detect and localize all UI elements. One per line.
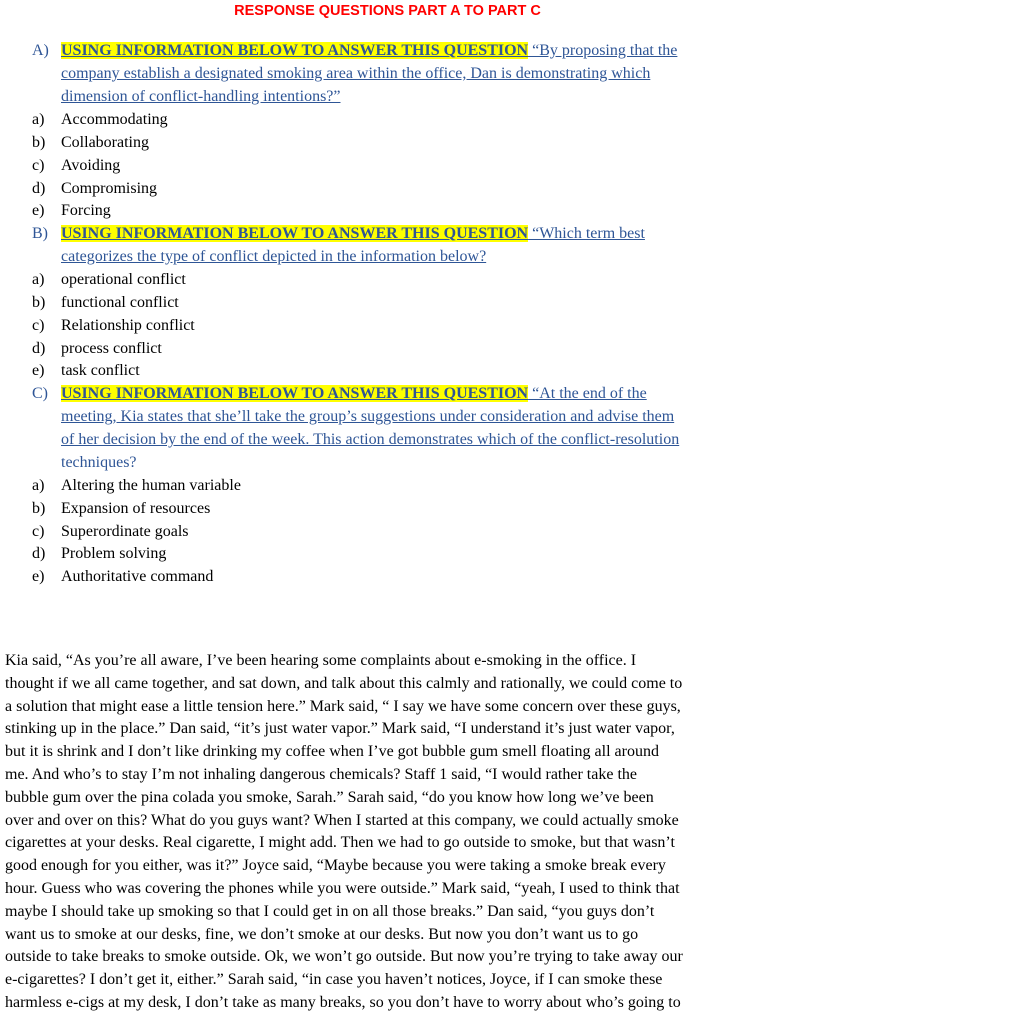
option: c) Avoiding [32,157,121,174]
page-heading: RESPONSE QUESTIONS PART A TO PART C [234,3,541,19]
question-letter: C) [32,385,48,402]
question-line: techniques? [61,454,137,471]
option: c) Relationship conflict [32,317,195,334]
question-letter: A) [32,42,49,59]
passage-line: e-cigarettes? I don’t get it, either.” Sarah said, “in case you haven’t notices, Joyce, if I can smoke these [5,971,663,989]
passage-line: but it is shrink and I don’t like drinking my coffee when I’ve got bubble gum smell floating all around [5,743,659,761]
passage-line: me. And who’s to stay I’m not inhaling dangerous chemicals? Staff 1 said, “I would rather take the [5,765,637,783]
question-line: “At the end of the [528,385,647,402]
passage-line: want us to smoke at our desks, fine, we don’t smoke at our desks. But now you don’t want us to go [5,925,639,943]
option: c) Superordinate goals [32,523,189,540]
passage-line: thought if we all came together, and sat down, and talk about this calmly and rationally, we could come to [5,674,683,692]
question-text [61,222,751,268]
passage-line: hour. Guess who was covering the phones while you were outside.” Mark said, “yeah, I used to think that [5,879,680,897]
passage-line: outside to take breaks to smoke outside. Ok, we won’t go outside. But now you’re trying to take away our [5,948,683,966]
question-highlight: USING INFORMATION BELOW TO ANSWER THIS QUESTION [61,42,529,59]
passage-line: harmless e-cigs at my desk, I don’t take as many breaks, so you don’t have to worry about who’s going to [5,993,681,1011]
option: d) process conflict [32,340,162,357]
question-line: meeting, Kia states that she’ll take the group’s suggestions under consideration and advise them [61,408,675,425]
option: e) Authoritative command [32,568,214,585]
passage-line: Kia said, “As you’re all aware, I’ve been hearing some complaints about e-smoking in the office. I [5,652,637,669]
option: e) task conflict [32,362,140,379]
question-highlight: USING INFORMATION BELOW TO ANSWER THIS QUESTION [61,225,529,242]
passage-line: maybe I should take up smoking so that I could get in on all those breaks.” Dan said, “you guys don’t [5,902,655,920]
question-text [61,382,751,474]
passage-line: cigarettes at your desks. Real cigarette, I might add. Then we had to go outside to smoke, but that wasn’t [5,834,675,852]
passage-line: good enough for you either, was it?” Joyce said, “Maybe because you were taking a smoke break every [5,857,666,875]
option: b) Expansion of resources [32,500,211,517]
passage-line: a solution that might ease a little tension here.” Mark said, “ I say we have some concern over these guys, [5,697,681,715]
option: a) operational conflict [32,271,186,288]
passage-line: bubble gum over the pina colada you smoke, Sarah.” Sarah said, “do you know how long we’ve been [5,788,654,806]
option: b) Collaborating [32,134,149,151]
passage-line: over and over on this? What do you guys want? When I started at this company, we could actually smoke [5,811,679,829]
question-line: categorizes the type of conflict depicted in the information below? [61,248,487,265]
option: b) functional conflict [32,294,179,311]
question-line: company establish a designated smoking area within the office, Dan is demonstrating which [61,65,651,82]
option: d) Compromising [32,180,158,197]
option: e) Forcing [32,202,111,219]
question-line: of her decision by the end of the week. This action demonstrates which of the conflict-resolution [61,431,680,448]
question-line: “Which term best [528,225,645,242]
question-highlight: USING INFORMATION BELOW TO ANSWER THIS QUESTION [61,385,529,402]
question-line: “By proposing that the [528,42,678,59]
scenario-passage [5,650,745,1015]
question-text [61,39,751,108]
question-line: dimension of conflict-handling intentions?” [61,88,341,105]
option: a) Altering the human variable [32,477,241,494]
question-letter: B) [32,225,48,242]
option: a) Accommodating [32,111,168,128]
option: d) Problem solving [32,545,167,562]
passage-line: stinking up in the place.” Dan said, “it’s just water vapor.” Mark said, “I understand it’s just water vapor, [5,720,675,738]
